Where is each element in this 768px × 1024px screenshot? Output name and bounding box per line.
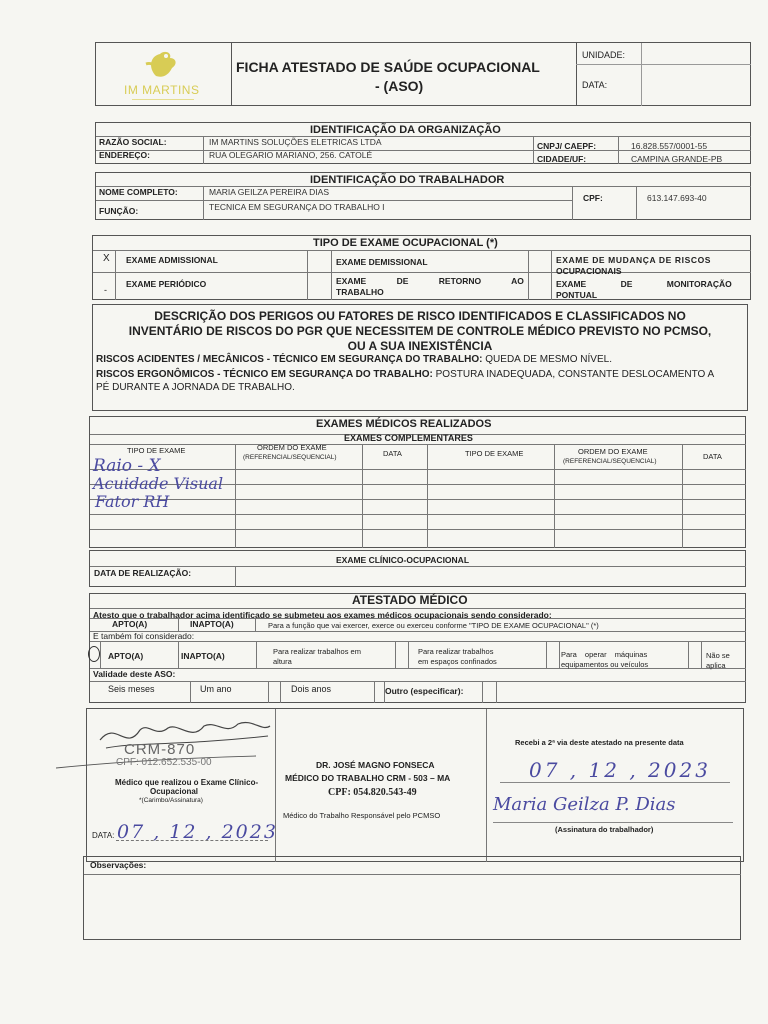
cnpj-label: CNPJ/ CAEPF: <box>537 141 597 151</box>
resp-name: DR. JOSÉ MAGNO FONSECA <box>316 760 435 770</box>
exams-sub: EXAMES COMPLEMENTARES <box>344 433 473 443</box>
risks-heading-2: INVENTÁRIO DE RISCOS DO PGR QUE NECESSITEM DE CONTROLE MÉDICO PREVISTO NO PCMSO, <box>128 324 712 338</box>
cpf-label: CPF: <box>583 193 603 203</box>
maquinas-2: equipamentos ou veículos <box>561 660 649 669</box>
altura-1: Para realizar trabalhos em <box>273 647 361 656</box>
col-tipo-1: TIPO DE EXAME <box>127 446 186 455</box>
exam-periodico: EXAME PERIÓDICO <box>126 279 207 289</box>
clinico-data-label: DATA DE REALIZAÇÃO: <box>94 568 192 578</box>
validade-label: Validade deste ASO: <box>93 669 176 679</box>
exam-retorno-1: EXAME DE RETORNO AO <box>336 276 524 286</box>
col-ordem-sub-2: (REFERENCIAL/SEQUENCIAL) <box>563 458 657 465</box>
risk-line-2 <box>96 370 714 380</box>
org-heading: IDENTIFICAÇÃO DA ORGANIZAÇÃO <box>310 124 501 136</box>
apto-circle-icon <box>88 646 100 662</box>
razao-label: RAZÃO SOCIAL: <box>99 137 167 147</box>
exam-admissional: EXAME ADMISSIONAL <box>126 255 218 265</box>
validade-outro: Outro (especificar): <box>385 686 464 696</box>
risk-2-label: RISCOS ERGONÔMICOS - TÉCNICO EM SEGURANÇA DO TRABALHO: <box>96 369 433 380</box>
logo-bird-icon <box>118 46 208 86</box>
validade-um: Um ano <box>200 684 232 694</box>
company-logo <box>118 46 208 102</box>
maquinas-1: Para operar máquinas <box>561 650 648 659</box>
inapto2-label: INAPTO(A) <box>181 651 225 661</box>
altura-2: altura <box>273 657 292 666</box>
resp-role: Médico do Trabalho Responsável pelo PCMSO <box>283 811 441 820</box>
risk-2-value: POSTURA INADEQUADA, CONSTANTE DESLOCAMENTO A <box>435 369 715 380</box>
apto2-label: APTO(A) <box>108 651 144 661</box>
observacoes-label: Observações: <box>90 860 147 870</box>
observacoes-section <box>83 856 741 940</box>
validade-seis: Seis meses <box>108 684 155 694</box>
apto-label: APTO(A) <box>112 619 148 629</box>
resp-crm: MÉDICO DO TRABALHO CRM - 503 – MA <box>285 773 451 783</box>
atestado-intro: Atesto que o trabalhador acima identificado se submeteu aos exames médicos ocupacionais sendo considerado: <box>93 610 552 620</box>
col-ordem-sub-1: (REFERENCIAL/SEQUENCIAL) <box>243 454 337 461</box>
recebi-date: 07 , 12 , 2023 <box>529 758 711 782</box>
funcao-value: TECNICA EM SEGURANÇA DO TRABALHO I <box>209 202 385 212</box>
cnpj-value: 16.828.557/0001-55 <box>631 141 708 151</box>
confinados-1: Para realizar trabalhos <box>418 647 494 656</box>
tambem-label: E também foi considerado: <box>93 631 195 641</box>
risk-line-3: PÉ DURANTE A JORNADA DE TRABALHO. <box>96 382 295 393</box>
stamp-cpf: CPF: 012.652.535-00 <box>116 757 212 768</box>
nao-aplica-2: aplica <box>706 661 726 670</box>
admissional-mark: X <box>103 253 110 264</box>
nao-aplica-1: Não se <box>706 651 730 660</box>
stamp-crm: CRM-870 <box>124 741 196 758</box>
col-data-1: DATA <box>383 449 402 458</box>
resp-cpf: CPF: 054.820.543-49 <box>328 787 417 798</box>
exam-type-heading: TIPO DE EXAME OCUPACIONAL (*) <box>313 237 498 249</box>
col-ordem-2: ORDEM DO EXAME <box>578 447 648 456</box>
col-ordem-1: ORDEM DO EXAME <box>257 443 327 452</box>
medico-label-3: *(Carimbo/Assinatura) <box>139 797 203 804</box>
recebi-text: Recebi a 2ª via deste atestado na presente data <box>515 738 684 747</box>
col-data-2: DATA <box>703 452 722 461</box>
risks-heading-1: DESCRIÇÃO DOS PERIGOS OU FATORES DE RISCO IDENTIFICADOS E CLASSIFICADOS NO <box>154 309 686 323</box>
risk-1-label: RISCOS ACIDENTES / MECÂNICOS - TÉCNICO EM SEGURANÇA DO TRABALHO: <box>96 354 483 365</box>
exam-monitoracao-1: EXAME DE MONITORAÇÃO <box>556 279 732 289</box>
inapto-label: INAPTO(A) <box>190 619 234 629</box>
endereco-label: ENDEREÇO: <box>99 150 151 160</box>
worker-heading: IDENTIFICAÇÃO DO TRABALHADOR <box>310 174 505 186</box>
date-handwritten: 07 , 12 , 2023 <box>117 821 278 843</box>
endereco-value: RUA OLEGARIO MARIANO, 256. CATOLÉ <box>209 150 373 160</box>
razao-value: IM MARTINS SOLUÇÕES ELETRICAS LTDA <box>209 137 382 147</box>
exam-mudanca-2: OCUPACIONAIS <box>556 266 622 276</box>
logo-text: IM MARTINS <box>124 83 200 97</box>
form-title: FICHA ATESTADO DE SAÚDE OCUPACIONAL <box>236 59 540 75</box>
cidade-value: CAMPINA GRANDE-PB <box>631 154 723 164</box>
exam-hand-3: Fator RH <box>95 492 170 511</box>
atestado-funcao-text: Para a função que vai exercer, exerce ou exerceu conforme "TIPO DE EXAME OCUPACIONAL" (*) <box>268 621 599 630</box>
medico-label-1: Médico que realizou o Exame Clínico- <box>115 778 259 787</box>
confinados-2: em espaços confinados <box>418 657 497 666</box>
periodico-dash: - <box>104 285 107 295</box>
atestado-heading: ATESTADO MÉDICO <box>352 593 468 607</box>
validade-dois: Dois anos <box>291 684 332 694</box>
clinico-heading: EXAME CLÍNICO-OCUPACIONAL <box>336 555 470 565</box>
funcao-label: FUNÇÃO: <box>99 206 139 216</box>
data-label: DATA: <box>582 80 608 90</box>
nome-label: NOME COMPLETO: <box>99 187 178 197</box>
assinatura-label: (Assinatura do trabalhador) <box>555 825 654 834</box>
cidade-label: CIDADE/UF: <box>537 154 587 164</box>
risk-1-value: QUEDA DE MESMO NÍVEL. <box>485 354 612 365</box>
exam-mudanca-1: EXAME DE MUDANÇA DE RISCOS <box>556 255 712 265</box>
risk-line-1 <box>96 355 612 365</box>
exams-heading: EXAMES MÉDICOS REALIZADOS <box>316 418 492 430</box>
unidade-label: UNIDADE: <box>582 50 626 60</box>
worker-signature: Maria Geilza P. Dias <box>493 794 676 815</box>
exam-hand-2: Acuidade Visual <box>93 474 224 493</box>
risks-heading-3: OU A SUA INEXISTÊNCIA <box>347 339 493 353</box>
nome-value: MARIA GEILZA PEREIRA DIAS <box>209 187 329 197</box>
cpf-value: 613.147.693-40 <box>647 193 707 203</box>
col-tipo-2: TIPO DE EXAME <box>465 449 524 458</box>
exam-demissional: EXAME DEMISSIONAL <box>336 257 428 267</box>
exam-monitoracao-2: PONTUAL <box>556 290 598 300</box>
exam-retorno-2: TRABALHO <box>336 287 384 297</box>
form-title-aso: - (ASO) <box>375 78 424 94</box>
medico-label-2: Ocupacional <box>150 787 199 796</box>
exam-hand-1: Raio - X <box>93 456 161 476</box>
date-label: DATA: <box>92 831 115 840</box>
